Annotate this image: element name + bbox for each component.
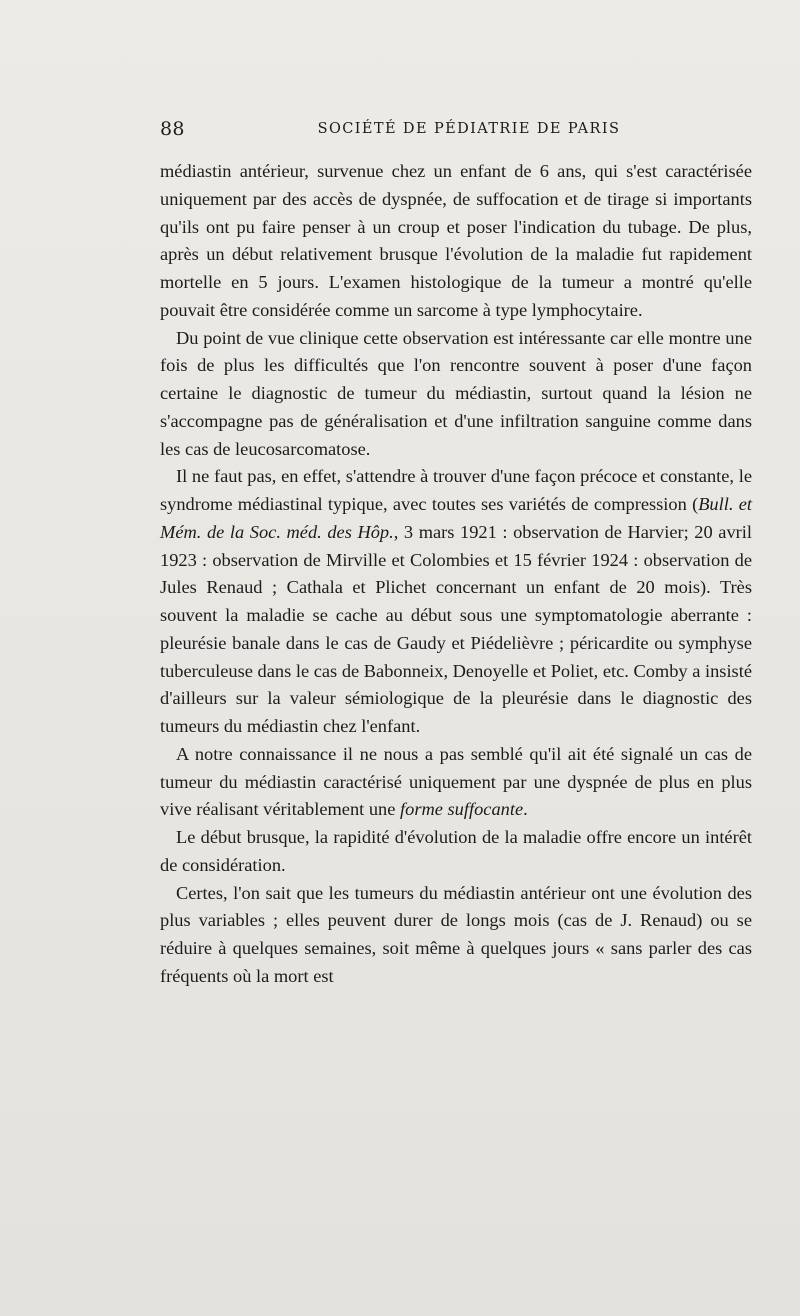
paragraph-2: Du point de vue clinique cette observation est intéressante car elle montre une fois de plus les difficultés que l'on rencontre souvent à poser d'une façon certaine le diagnostic de tumeur du médiastin, surtout quand la lésion ne s'accompagne pas de généralisation et d'une infiltration sanguine comme dans les cas de leucosarcomatose. (160, 327, 752, 459)
running-head: SOCIÉTÉ DE PÉDIATRIE DE PARIS (317, 121, 621, 137)
paragraph-5: Le début brusque, la rapidité d'évolution de la maladie offre encore un intérêt de considération. (160, 827, 752, 875)
paragraph-6: Certes, l'on sait que les tumeurs du médiastin antérieur ont une évolution des plus variables ; elles peuvent durer de longs mois (cas de J. Renaud) ou se réduire à quelques semaines, soit même à quelques jours « sans parler des cas fréquents où la mort est (160, 882, 752, 986)
paragraph-4-text-before: A notre connaissance il ne nous a pas semblé qu'il ait été signalé un cas de tumeur du médiastin caractérisé uniquement par une dyspnée de plus en plus vive réalisant véritablement une (160, 743, 752, 820)
paragraph-4-text-after: . (523, 799, 528, 820)
paragraph-3-text-before: Il ne faut pas, en effet, s'attendre à trouver d'une façon précoce et constante, le syndrome médiastinal typique, avec toutes ses variétés de compression ( (160, 466, 752, 514)
paragraph-3 (160, 463, 752, 741)
paragraph-4 (160, 741, 752, 824)
paragraph-3-citation: Bull. et Mém. de la Soc. méd. des Hôp. (160, 494, 752, 542)
paragraph-4-emphasis: forme suffocante (400, 799, 524, 820)
paragraph-3-text-after: , 3 mars 1921 : observation de Harvier; 20 avril 1923 : observation de Mirville et Colombies et 15 février 1924 : observation de Jules Renaud ; Cathala et Plichet concernant un enfant de 20 mois). Très souvent la maladie se cache au début sous une symptomatologie aberrante : pleurésie banale dans le cas de Gaudy et Piédelièvre ; péricardite ou symphyse tuberculeuse dans le cas de Babonneix, Denoyelle et Poliet, etc. Comby a insisté d'ailleurs sur la valeur sémiologique de la pleurésie dans le diagnostic des tumeurs du médiastin chez l'enfant. (160, 521, 752, 736)
page-number: 88 (160, 118, 185, 140)
page-header (158, 118, 752, 142)
body-text (160, 158, 752, 991)
paragraph-1: médiastin antérieur, survenue chez un enfant de 6 ans, qui s'est caractérisée uniquement par des accès de dyspnée, de suffocation et de tirage si importants qu'ils ont pu faire penser à un croup et poser l'indication du tubage. De plus, après un début relativement brusque l'évolution de la maladie fut rapidement mortelle en 5 jours. L'examen histologique de la tumeur a montré qu'elle pouvait être considérée comme un sarcome à type lymphocytaire. (160, 161, 752, 320)
